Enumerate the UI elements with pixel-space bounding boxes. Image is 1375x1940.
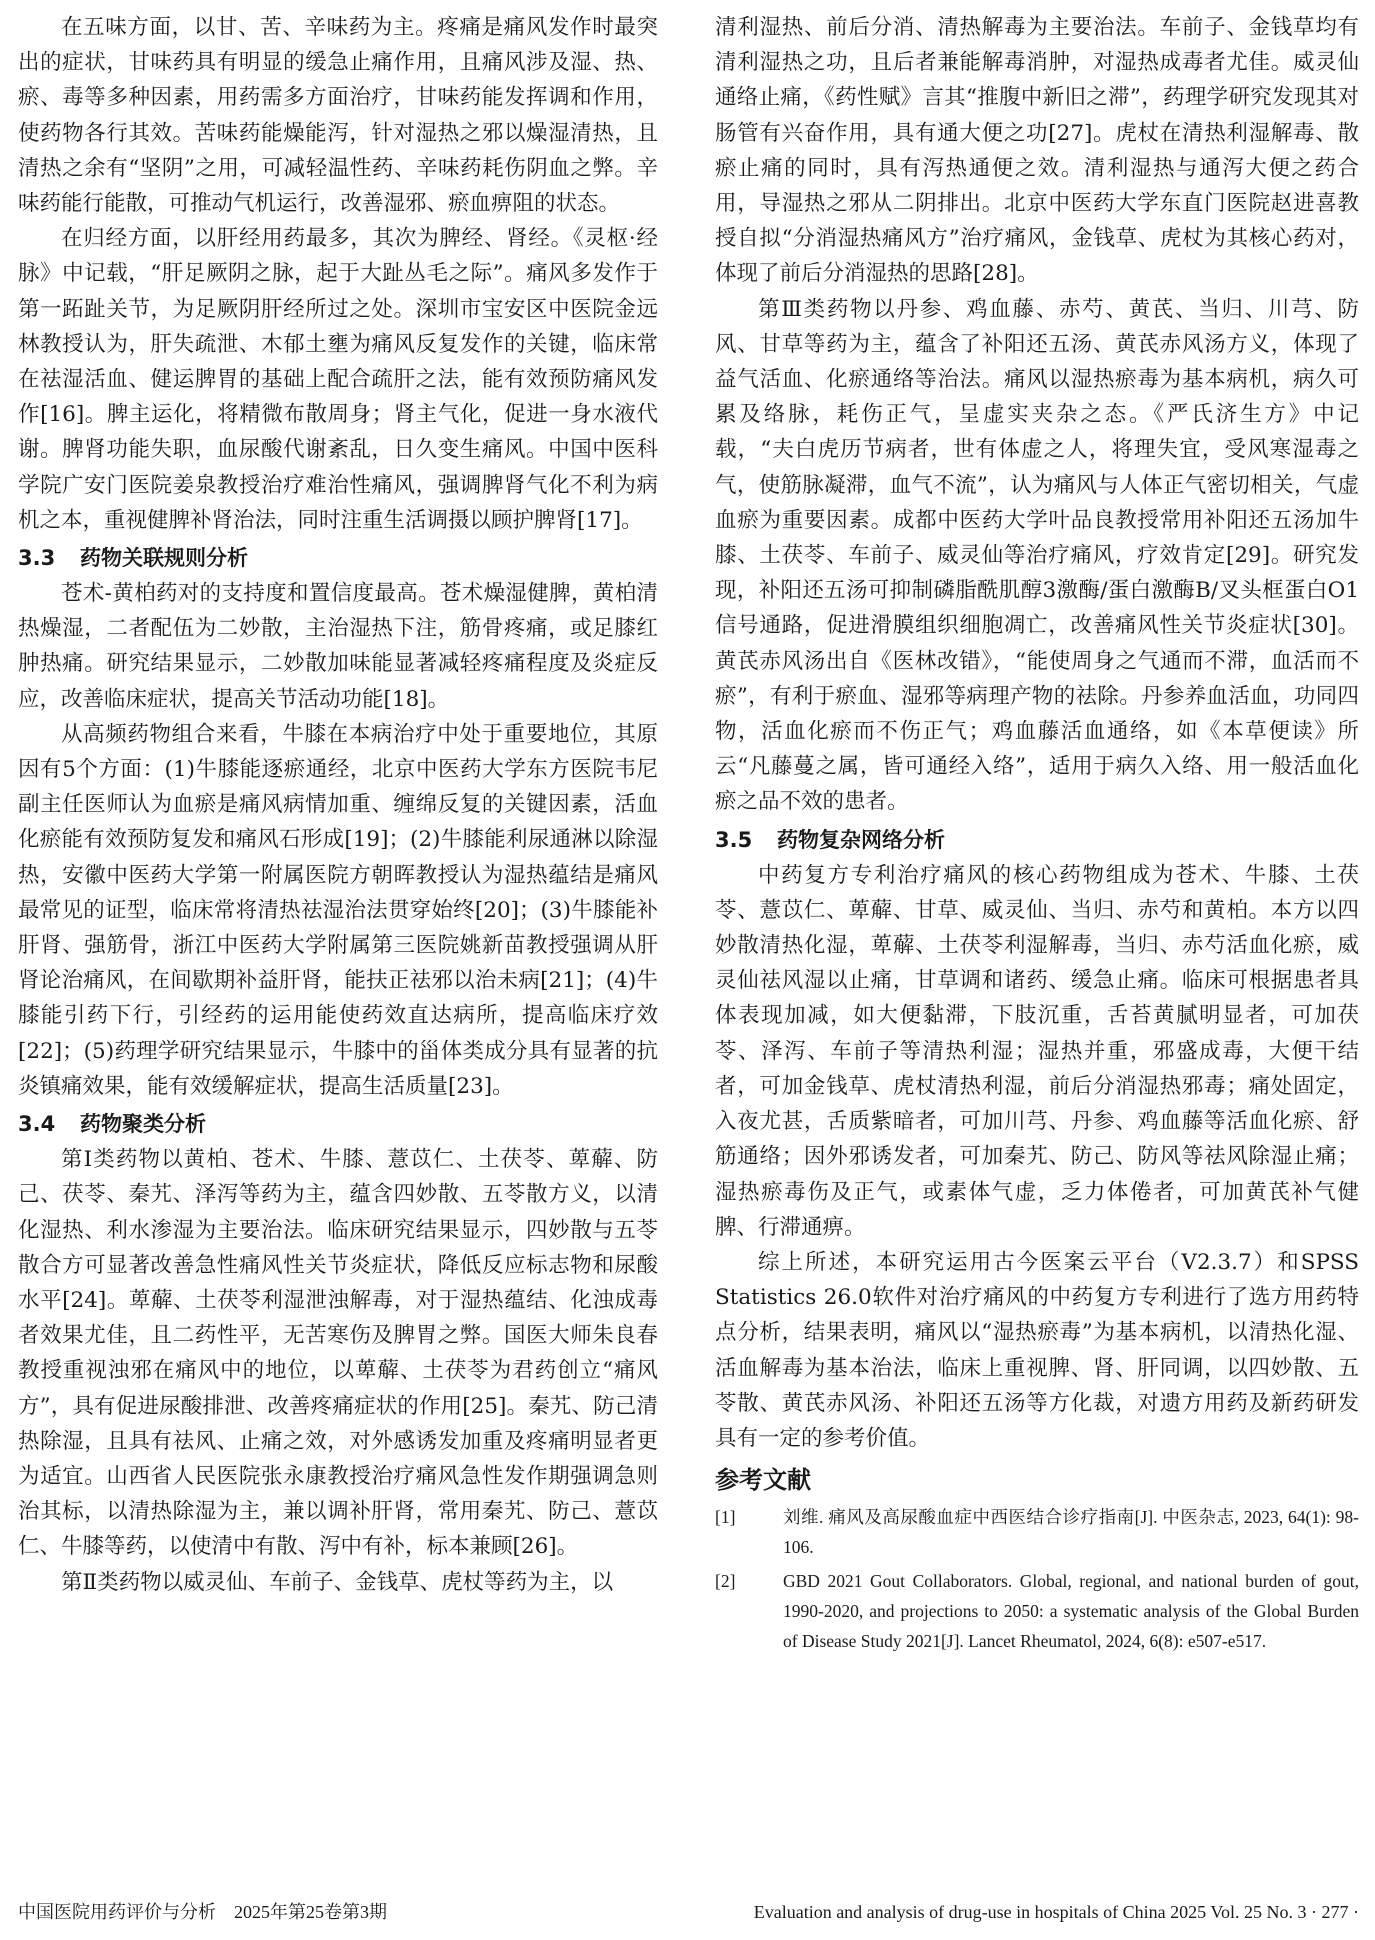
- reference-text: GBD 2021 Gout Collaborators. Global, regional, and national burden of gout, 1990-2020, and projections to 2050: a systematic analysis of the Global Burden of Disease Study 2021[J]. Lancet Rheumatol, 2024, 6(8): e507-e517.: [783, 1571, 1359, 1652]
- reference-item: [715, 1502, 1359, 1562]
- paragraph-cluster-1: 第Ⅰ类药物以黄柏、苍术、牛膝、薏苡仁、土茯苓、萆薢、防己、茯苓、秦艽、泽泻等药为主，蕴含四妙散、五苓散方义，以清化湿热、利水渗湿为主要治法。临床研究结果显示，四妙散与五苓散合方可显著改善急性痛风性关节炎症状，降低反应标志物和尿酸水平[24]。萆薢、土茯苓利湿泄浊解毒，对于湿热蕴结、化浊成毒者效果尤佳，且二药性平，无苦寒伤及脾胃之弊。国医大师朱良春教授重视浊邪在痛风中的地位，以萆薢、土茯苓为君药创立“痛风方”，具有促进尿酸排泄、改善疼痛症状的作用[25]。秦艽、防己清热除湿，且具有祛风、止痛之效，对外感诱发加重及疼痛明显者更为适宜。山西省人民医院张永康教授治疗痛风急性发作期强调急则治其标，以清热除湿为主，兼以调补肝肾，常用秦艽、防己、薏苡仁、牛膝等药，以使清中有散、泻中有补，标本兼顾[26]。: [18, 1147, 658, 1560]
- references-title: 参考文献: [715, 1466, 811, 1495]
- section-title: 药物复杂网络分析: [777, 827, 945, 852]
- journal-name-cn: 中国医院用药评价与分析 2025年第25卷第3期: [18, 1902, 387, 1922]
- paragraph-network: 中药复方专利治疗痛风的核心药物组成为苍术、牛膝、土茯苓、薏苡仁、萆薢、甘草、威灵仙、当归、赤芍和黄柏。本方以四妙散清热化湿，萆薢、土茯苓利湿解毒，当归、赤芍活血化瘀，威灵仙祛风湿以止痛，甘草调和诸药、缓急止痛。临床可根据患者具体表现加减，如大便黏滞，下肢沉重，舌苔黄腻明显者，可加茯苓、泽泻、车前子等清热利湿；湿热并重，邪盛成毒，大便干结者，可加金钱草、虎杖清热利湿，前后分消湿热邪毒；痛处固定，入夜尤甚，舌质紫暗者，可加川芎、丹参、鸡血藤等活血化瘀、舒筋通络；因外邪诱发者，可加秦艽、防己、防风等祛风除湿止痛；湿热瘀毒伤及正气，或素体气虚，乏力体倦者，可加黄芪补气健脾、行滞通痹。: [715, 862, 1359, 1240]
- reference-number: [2]: [715, 1571, 736, 1592]
- paragraph-niuxi: 从高频药物组合来看，牛膝在本病治疗中处于重要地位，其原因有5个方面：(1)牛膝能逐瘀通经，北京中医药大学东方医院韦尼副主任医师认为血瘀是痛风病情加重、缠绵反复的关键因素，活血化瘀能有效预防复发和痛风石形成[19]；(2)牛膝能利尿通淋以除湿热，安徽中医药大学第一附属医院方朝晖教授认为湿热蕴结是痛风最常见的证型，临床常将清热祛湿治法贯穿始终[20]；(3)牛膝能补肝肾、强筋骨，浙江中医药大学附属第三医院姚新苗教授强调从肝肾论治痛风，在间歇期补益肝肾，能扶正祛邪以治未病[21]；(4)牛膝能引药下行，引经药的运用能使药效直达病所，提高临床疗效[22]；(5)药理学研究结果显示，牛膝中的甾体类成分具有显著的抗炎镇痛效果，能有效缓解症状，提高生活质量[23]。: [18, 721, 658, 1099]
- journal-name-en: Evaluation and analysis of drug-use in hospitals of China 2025 Vol. 25 No. 3 · 277 ·: [753, 1902, 1359, 1922]
- paragraph-cluster-2-start: 第Ⅱ类药物以威灵仙、车前子、金钱草、虎杖等药为主，以: [61, 1569, 614, 1595]
- section-title: 药物聚类分析: [80, 1112, 206, 1137]
- section-heading-3-5: [715, 824, 1359, 856]
- reference-item: [715, 1566, 1359, 1656]
- paragraph-cluster-3: 第Ⅲ类药物以丹参、鸡血藤、赤芍、黄芪、当归、川芎、防风、甘草等药为主，蕴含了补阳还五汤、黄芪赤风汤方义，体现了益气活血、化瘀通络等治法。痛风以湿热瘀毒为基本病机，病久可累及络脉，耗伤正气，呈虚实夹杂之态。《严氏济生方》中记载，“夫白虎历节病者，世有体虚之人，将理失宜，受风寒湿毒之气，使筋脉凝滞，血气不流”，认为痛风与人体正气密切相关，气虚血瘀为重要因素。成都中医药大学叶品良教授常用补阳还五汤加牛膝、土茯苓、车前子、威灵仙等治疗痛风，疗效肯定[29]。研究发现，补阳还五汤可抑制磷脂酰肌醇3激酶/蛋白激酶B/叉头框蛋白O1信号通路，促进滑膜组织细胞凋亡，改善痛风性关节炎症状[30]。黄芪赤风汤出自《医林改错》，“能使周身之气通而不滞，血活而不瘀”，有利于瘀血、湿邪等病理产物的祛除。丹参养血活血，功同四物，活血化瘀而不伤正气；鸡血藤活血通络，如《本草便读》所云“凡藤蔓之属，皆可通经入络”，适用于病久入络、用一般活血化瘀之品不效的患者。: [715, 296, 1359, 815]
- section-heading-3-3: [18, 542, 658, 574]
- section-title: 药物关联规则分析: [80, 546, 248, 571]
- paragraph-association: 苍术-黄柏药对的支持度和置信度最高。苍术燥湿健脾，黄柏清热燥湿，二者配伍为二妙散，主治湿热下注，筋骨疼痛，或足膝红肿热痛。研究结果显示，二妙散加味能显著减轻疼痛程度及炎症反应，改善临床症状，提高关节活动功能[18]。: [18, 581, 658, 712]
- section-number: 3.4: [18, 1112, 56, 1137]
- left-column: [18, 10, 658, 1600]
- section-number: 3.5: [715, 827, 753, 852]
- paragraph-conclusion: 综上所述，本研究运用古今医案云平台（V2.3.7）和SPSS Statistics 26.0软件对治疗痛风的中药复方专利进行了选方用药特点分析，结果表明，痛风以“湿热瘀毒”为基本病机，以清热化湿、活血解毒为基本治法，临床上重视脾、肾、肝同调，以四妙散、五苓散、黄芪赤风汤、补阳还五汤等方化裁，对遗方用药及新药研发具有一定的参考价值。: [715, 1249, 1359, 1451]
- reference-text: 刘维. 痛风及高尿酸血症中西医结合诊疗指南[J]. 中医杂志, 2023, 64(1): 98-106.: [783, 1507, 1359, 1558]
- page-footer: [18, 1897, 1359, 1927]
- reference-number: [1]: [715, 1507, 736, 1528]
- paragraph-flavor: 在五味方面，以甘、苦、辛味药为主。疼痛是痛风发作时最突出的症状，甘味药具有明显的缓急止痛作用，且痛风涉及湿、热、瘀、毒等多种因素，用药需多方面治疗，甘味药能发挥调和作用，使药物各行其效。苦味药能燥能泻，针对湿热之邪以燥湿清热，且清热之余有“坚阴”之用，可减轻温性药、辛味药耗伤阴血之弊。辛味药能行能散，可推动气机运行，改善湿邪、瘀血痹阻的状态。: [18, 15, 658, 217]
- section-heading-3-4: [18, 1108, 658, 1140]
- right-column: [715, 10, 1359, 1660]
- paragraph-cluster-2-cont: 清利湿热、前后分消、清热解毒为主要治法。车前子、金钱草均有清利湿热之功，且后者兼能解毒消肿，对湿热成毒者尤佳。威灵仙通络止痛，《药性赋》言其“推腹中新旧之滞”，药理学研究发现其对肠管有兴奋作用，具有通大便之功[27]。虎杖在清热利湿解毒、散瘀止痛的同时，具有泻热通便之效。清利湿热与通泻大便之药合用，导湿热之邪从二阴排出。北京中医药大学东直门医院赵进喜教授自拟“分消湿热痛风方”治疗痛风，金钱草、虎杖为其核心药对，体现了前后分消湿热的思路[28]。: [715, 15, 1359, 287]
- paragraph-meridian: 在归经方面，以肝经用药最多，其次为脾经、肾经。《灵枢·经脉》中记载，“肝足厥阴之脉，起于大趾丛毛之际”。痛风多发作于第一跖趾关节，为足厥阴肝经所过之处。深圳市宝安区中医院金远林教授认为，肝失疏泄、木郁土壅为痛风反复发作的关键，临床常在祛湿活血、健运脾胃的基础上配合疏肝之法，能有效预防痛风发作[16]。脾主运化，将精微布散周身；肾主气化，促进一身水液代谢。脾肾功能失职，血尿酸代谢紊乱，日久变生痛风。中国中医科学院广安门医院姜泉教授治疗难治性痛风，强调脾肾气化不利为病机之本，重视健脾补肾治法，同时注重生活调摄以顾护脾肾[17]。: [18, 226, 658, 533]
- section-number: 3.3: [18, 546, 56, 571]
